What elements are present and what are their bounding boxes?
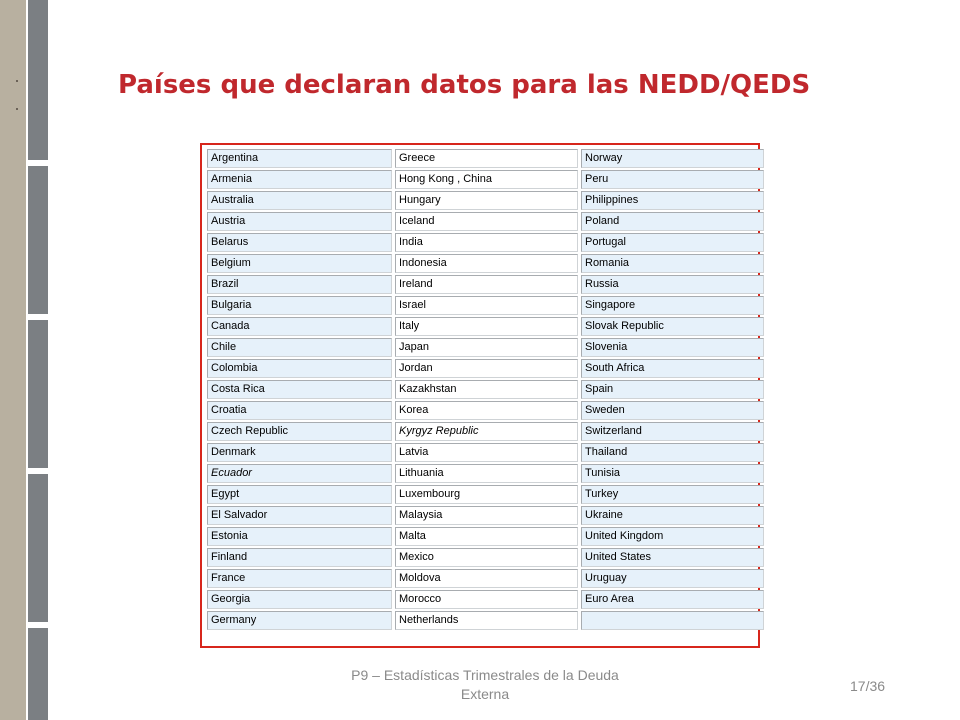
table-cell: Latvia xyxy=(395,443,578,462)
table-cell: Spain xyxy=(581,380,764,399)
page-number: 17/36 xyxy=(850,678,886,694)
table-cell: Hungary xyxy=(395,191,578,210)
table-cell: Iceland xyxy=(395,212,578,231)
table-cell: Mexico xyxy=(395,548,578,567)
table-cell: El Salvador xyxy=(207,506,392,525)
table-cell: Austria xyxy=(207,212,392,231)
table-row xyxy=(207,359,764,378)
table-cell: Georgia xyxy=(207,590,392,609)
table-cell: Lithuania xyxy=(395,464,578,483)
table-cell: Norway xyxy=(581,149,764,168)
table-cell: France xyxy=(207,569,392,588)
table-cell: Bulgaria xyxy=(207,296,392,315)
table-cell: Switzerland xyxy=(581,422,764,441)
table-cell: Turkey xyxy=(581,485,764,504)
table-cell: Armenia xyxy=(207,170,392,189)
table-cell: Uruguay xyxy=(581,569,764,588)
table-row xyxy=(207,464,764,483)
table-row xyxy=(207,485,764,504)
decor-dot xyxy=(16,80,18,82)
table-cell: Ireland xyxy=(395,275,578,294)
table-cell: Malta xyxy=(395,527,578,546)
slide-title: Países que declaran datos para las NEDD/QEDS xyxy=(118,70,811,100)
table-cell: Korea xyxy=(395,401,578,420)
table-cell: South Africa xyxy=(581,359,764,378)
table-row xyxy=(207,422,764,441)
table-cell: India xyxy=(395,233,578,252)
table-cell xyxy=(581,611,764,630)
table-cell: Ukraine xyxy=(581,506,764,525)
table-cell: Netherlands xyxy=(395,611,578,630)
table-cell: Luxembourg xyxy=(395,485,578,504)
table-cell: Denmark xyxy=(207,443,392,462)
table-cell: Ecuador xyxy=(207,464,392,483)
table-cell: Estonia xyxy=(207,527,392,546)
table-row xyxy=(207,527,764,546)
table-cell: Croatia xyxy=(207,401,392,420)
slide-footer: P9 – Estadísticas Trimestrales de la Deuda Externa xyxy=(351,667,619,702)
table-row xyxy=(207,275,764,294)
table-row xyxy=(207,296,764,315)
table-row xyxy=(207,380,764,399)
left-decor-segment xyxy=(28,474,48,622)
left-decor-segment xyxy=(28,320,48,468)
table-row xyxy=(207,611,764,630)
table-cell: Slovak Republic xyxy=(581,317,764,336)
table-cell: Portugal xyxy=(581,233,764,252)
table-cell: Finland xyxy=(207,548,392,567)
table-row xyxy=(207,338,764,357)
table-cell: Singapore xyxy=(581,296,764,315)
table-cell: Sweden xyxy=(581,401,764,420)
table-cell: Egypt xyxy=(207,485,392,504)
table-cell: Israel xyxy=(395,296,578,315)
table-cell: Peru xyxy=(581,170,764,189)
table-cell: Malaysia xyxy=(395,506,578,525)
table-row xyxy=(207,191,764,210)
table-cell: Canada xyxy=(207,317,392,336)
table-row xyxy=(207,233,764,252)
table-cell: Russia xyxy=(581,275,764,294)
table-cell: Morocco xyxy=(395,590,578,609)
table-row xyxy=(207,548,764,567)
table-cell: Czech Republic xyxy=(207,422,392,441)
table-cell: United States xyxy=(581,548,764,567)
table-cell: Belgium xyxy=(207,254,392,273)
table-cell: United Kingdom xyxy=(581,527,764,546)
table-row xyxy=(207,506,764,525)
table-cell: Poland xyxy=(581,212,764,231)
table-cell: Indonesia xyxy=(395,254,578,273)
table-cell: Greece xyxy=(395,149,578,168)
table-row xyxy=(207,401,764,420)
table-row xyxy=(207,443,764,462)
left-decor-segment xyxy=(28,0,48,160)
table-cell: Australia xyxy=(207,191,392,210)
left-decor-segment xyxy=(28,166,48,314)
table-row xyxy=(207,569,764,588)
decor-dot xyxy=(16,108,18,110)
table-row xyxy=(207,149,764,168)
left-decor-segment xyxy=(28,628,48,720)
table-cell: Philippines xyxy=(581,191,764,210)
table-cell: Japan xyxy=(395,338,578,357)
table-cell: Jordan xyxy=(395,359,578,378)
table-cell: Kazakhstan xyxy=(395,380,578,399)
table-cell: Chile xyxy=(207,338,392,357)
table-cell: Italy xyxy=(395,317,578,336)
table-cell: Moldova xyxy=(395,569,578,588)
table-row xyxy=(207,170,764,189)
table-cell: Costa Rica xyxy=(207,380,392,399)
table-cell: Kyrgyz Republic xyxy=(395,422,578,441)
table-row xyxy=(207,254,764,273)
table-row xyxy=(207,212,764,231)
table-cell: Belarus xyxy=(207,233,392,252)
table-cell: Germany xyxy=(207,611,392,630)
left-decor-strip xyxy=(0,0,26,720)
table-cell: Colombia xyxy=(207,359,392,378)
countries-table-frame xyxy=(200,143,760,648)
table-cell: Romania xyxy=(581,254,764,273)
table-cell: Brazil xyxy=(207,275,392,294)
countries-table-body xyxy=(207,149,764,630)
table-cell: Slovenia xyxy=(581,338,764,357)
table-cell: Hong Kong , China xyxy=(395,170,578,189)
table-cell: Argentina xyxy=(207,149,392,168)
table-row xyxy=(207,590,764,609)
countries-table xyxy=(204,147,767,632)
table-cell: Tunisia xyxy=(581,464,764,483)
table-cell: Thailand xyxy=(581,443,764,462)
table-row xyxy=(207,317,764,336)
table-cell: Euro Area xyxy=(581,590,764,609)
